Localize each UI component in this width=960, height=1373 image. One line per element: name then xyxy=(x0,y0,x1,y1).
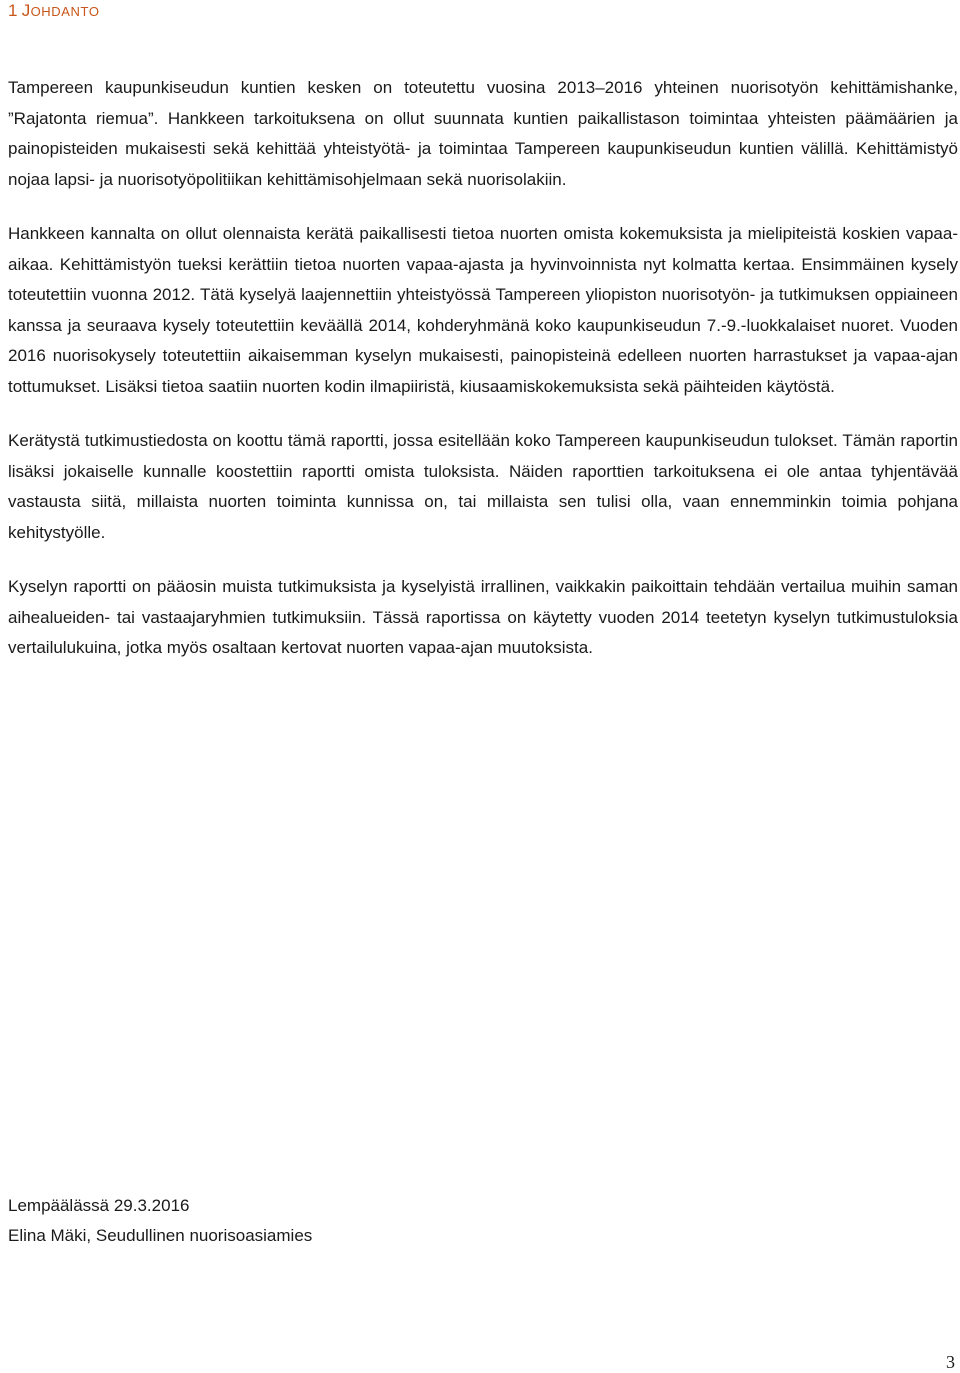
signature-place-date: Lempäälässä 29.3.2016 xyxy=(8,1196,190,1215)
body-text xyxy=(8,73,958,688)
paragraph-2: Hankkeen kannalta on ollut olennaista kerätä paikallisesti tietoa nuorten omista kokemuksista ja mielipiteistä koskien vapaa-aikaa. Kehittämistyön tueksi kerättiin tietoa nuorten vapaa-ajasta ja hyvinvoinnista nyt kolmatta kertaa. Ensimmäinen kysely toteutettiin vuonna 2012. Tätä kyselyä laajennettiin yhteistyössä Tampereen yliopiston nuorisotyön- ja tutkimuksen oppiaineen kanssa ja seuraava kysely toteutettiin keväällä 2014, kohderyhmänä koko kaupunkiseudun 7.-9.-luokkalaiset nuoret. Vuoden 2016 nuorisokysely toteutettiin aikaisemman kyselyn mukaisesti, painopisteinä edelleen nuorten harrastukset ja vapaa-ajan tottumukset. Lisäksi tietoa saatiin nuorten kodin ilmapiiristä, kiusaamiskokemuksista sekä päihteiden käytöstä. xyxy=(8,224,958,396)
signature-author: Elina Mäki, Seudullinen nuorisoasiamies xyxy=(8,1226,313,1245)
paragraph-1: Tampereen kaupunkiseudun kuntien kesken on toteutettu vuosina 2013–2016 yhteinen nuorisotyön kehittämishanke, ”Rajatonta riemua”. Hankkeen tarkoituksena on ollut suunnata kuntien paikallistason toimintaa yhteisten päämäärien ja painopisteiden mukaisesti sekä kehittää yhteistyötä- ja toimintaa Tampereen kaupunkiseudun kuntien välillä. Kehittämistyö nojaa lapsi- ja nuorisotyöpolitiikan kehittämisohjelmaan sekä nuorisolakiin. xyxy=(8,78,958,189)
paragraph-3: Kerätystä tutkimustiedosta on koottu tämä raportti, jossa esitellään koko Tampereen kaupunkiseudun tulokset. Tämän raportin lisäksi jokaiselle kunnalle koostettiin raportti omista tuloksista. Näiden raporttien tarkoituksena ei ole antaa tyhjentävää vastausta siitä, millaista nuorten toiminta kunnissa on, tai millaista sen tulisi olla, vaan ennemminkin toimia pohjana kehitystyölle. xyxy=(8,431,958,542)
page-number: 3 xyxy=(946,1352,955,1372)
section-number: 1 xyxy=(8,1,18,20)
signature-block xyxy=(8,1191,312,1251)
section-title-rest: OHDANTO xyxy=(30,4,100,19)
section-heading xyxy=(8,1,100,21)
paragraph-4: Kyselyn raportti on pääosin muista tutkimuksista ja kyselyistä irrallinen, vaikkakin paikoittain tehdään vertailua muihin saman aihealueiden- tai vastaajaryhmien tutkimuksiin. Tässä raportissa on käytetty vuoden 2014 teetetyn kyselyn tutkimustuloksia vertailulukuina, jotka myös osaltaan kertovat nuorten vapaa-ajan muutoksista. xyxy=(8,577,958,657)
section-title-initial: J xyxy=(21,1,31,20)
